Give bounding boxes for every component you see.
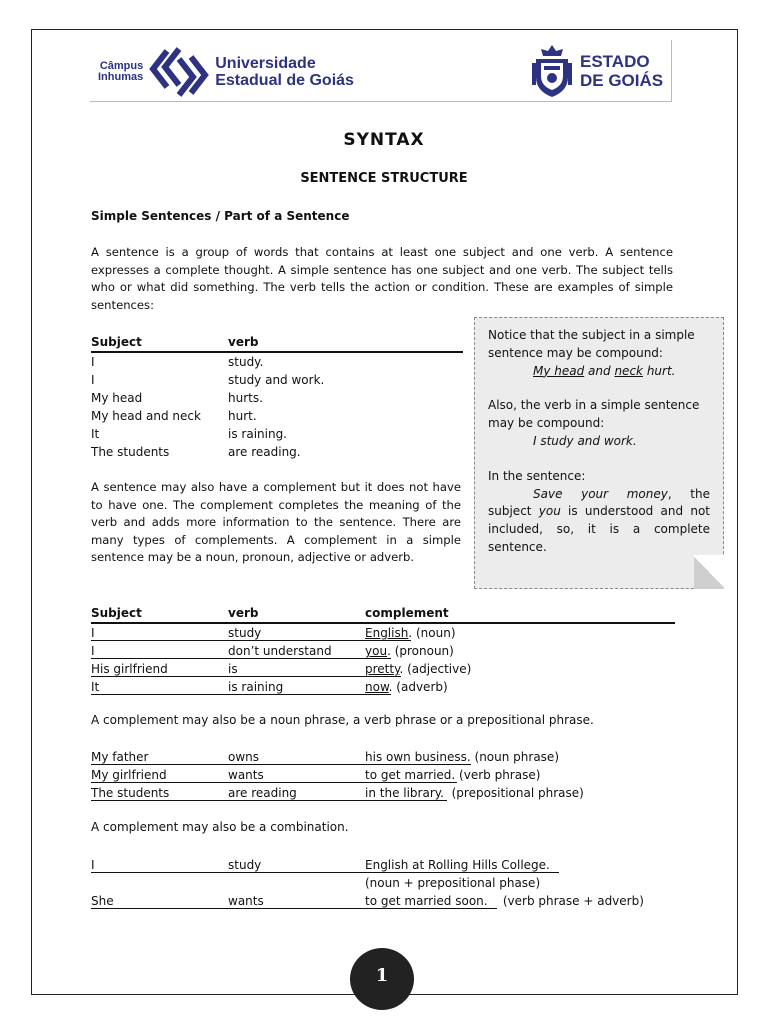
table-row: I study and work. [91, 373, 325, 387]
intro-paragraph: A sentence is a group of words that contains at least one subject and one verb. A sentence expresses a complete thought. A simple sentence has one subject and one verb. The subject tells who or what did something. The verb tells the action or condition. These are examples of simple sentences: [91, 245, 673, 312]
table-row: It is raining now. (adverb) [91, 680, 448, 694]
state-coat-of-arms-icon [530, 43, 574, 99]
state-logo [530, 43, 663, 99]
table-row: The students are reading. [91, 445, 301, 459]
campus-label: Câmpus Inhumas [98, 60, 144, 83]
table-row: (noun + prepositional phase) [365, 876, 541, 890]
simple-sentence-table [91, 334, 463, 461]
page-title: SYNTAX [343, 130, 425, 150]
table-row: I study English at Rolling Hills College. [91, 856, 675, 874]
table-row: My father owns his own business. (noun phrase) [91, 750, 559, 764]
table-row: She wants to get married soon. (verb phrase + adverb) [91, 894, 644, 908]
table-row: My head hurts. [91, 391, 263, 405]
note-example-understood-subject: Save your money, the subject you is understood and not included, so, it is a complete sentence. [488, 486, 710, 554]
state-name: ESTADO DE GOIÁS [580, 52, 664, 90]
page-subtitle: SENTENCE STRUCTURE [300, 171, 468, 186]
table-header: Subject verb [91, 334, 463, 353]
note-example-compound-subject: My head and neck hurt. [533, 363, 676, 378]
university-emblem-icon [149, 45, 209, 99]
combination-sentence: A complement may also be a combination. [91, 820, 349, 834]
section-heading: Simple Sentences / Part of a Sentence [91, 209, 350, 223]
phrase-table [91, 748, 675, 802]
table-row: I study English. (noun) [91, 626, 456, 640]
combination-table [91, 856, 675, 910]
table-row: My girlfriend wants to get married. (verb phrase) [91, 768, 541, 782]
table-row: It is raining. [91, 427, 287, 441]
table-row: I study. [91, 355, 264, 369]
table-row: His girlfriend is pretty. (adjective) [91, 662, 472, 676]
complement-paragraph: A sentence may also have a complement but it does not have to have one. The complement completes the meaning of the verb and adds more information to the sentence. There are many types of complements. A complement in a simple sentence may be a noun, pronoun, adjective or adverb. [91, 480, 461, 564]
table-row: The students are reading in the library. (prepositional phrase) [91, 786, 584, 800]
table-header: Subject verb complement [91, 604, 675, 624]
phrase-sentence: A complement may also be a noun phrase, a verb phrase or a prepositional phrase. [91, 713, 594, 727]
page-number-badge: 1 [350, 948, 414, 1010]
complement-table [91, 604, 675, 696]
page-curl-icon [694, 555, 724, 589]
university-name: Universidade Estadual de Goiás [215, 55, 354, 89]
university-logo [98, 45, 354, 99]
table-row: I don’t understand you. (pronoun) [91, 644, 454, 658]
header [90, 40, 672, 102]
table-row: My head and neck hurt. [91, 409, 257, 423]
note-box: Notice that the subject in a simple sentence may be compound: My head and neck hurt. Also, the verb in a simple sentence may be compound: I study and work. In the sentence: Save your money, the subject you is understood and not included, so, it is a complete sentence. [474, 317, 724, 589]
